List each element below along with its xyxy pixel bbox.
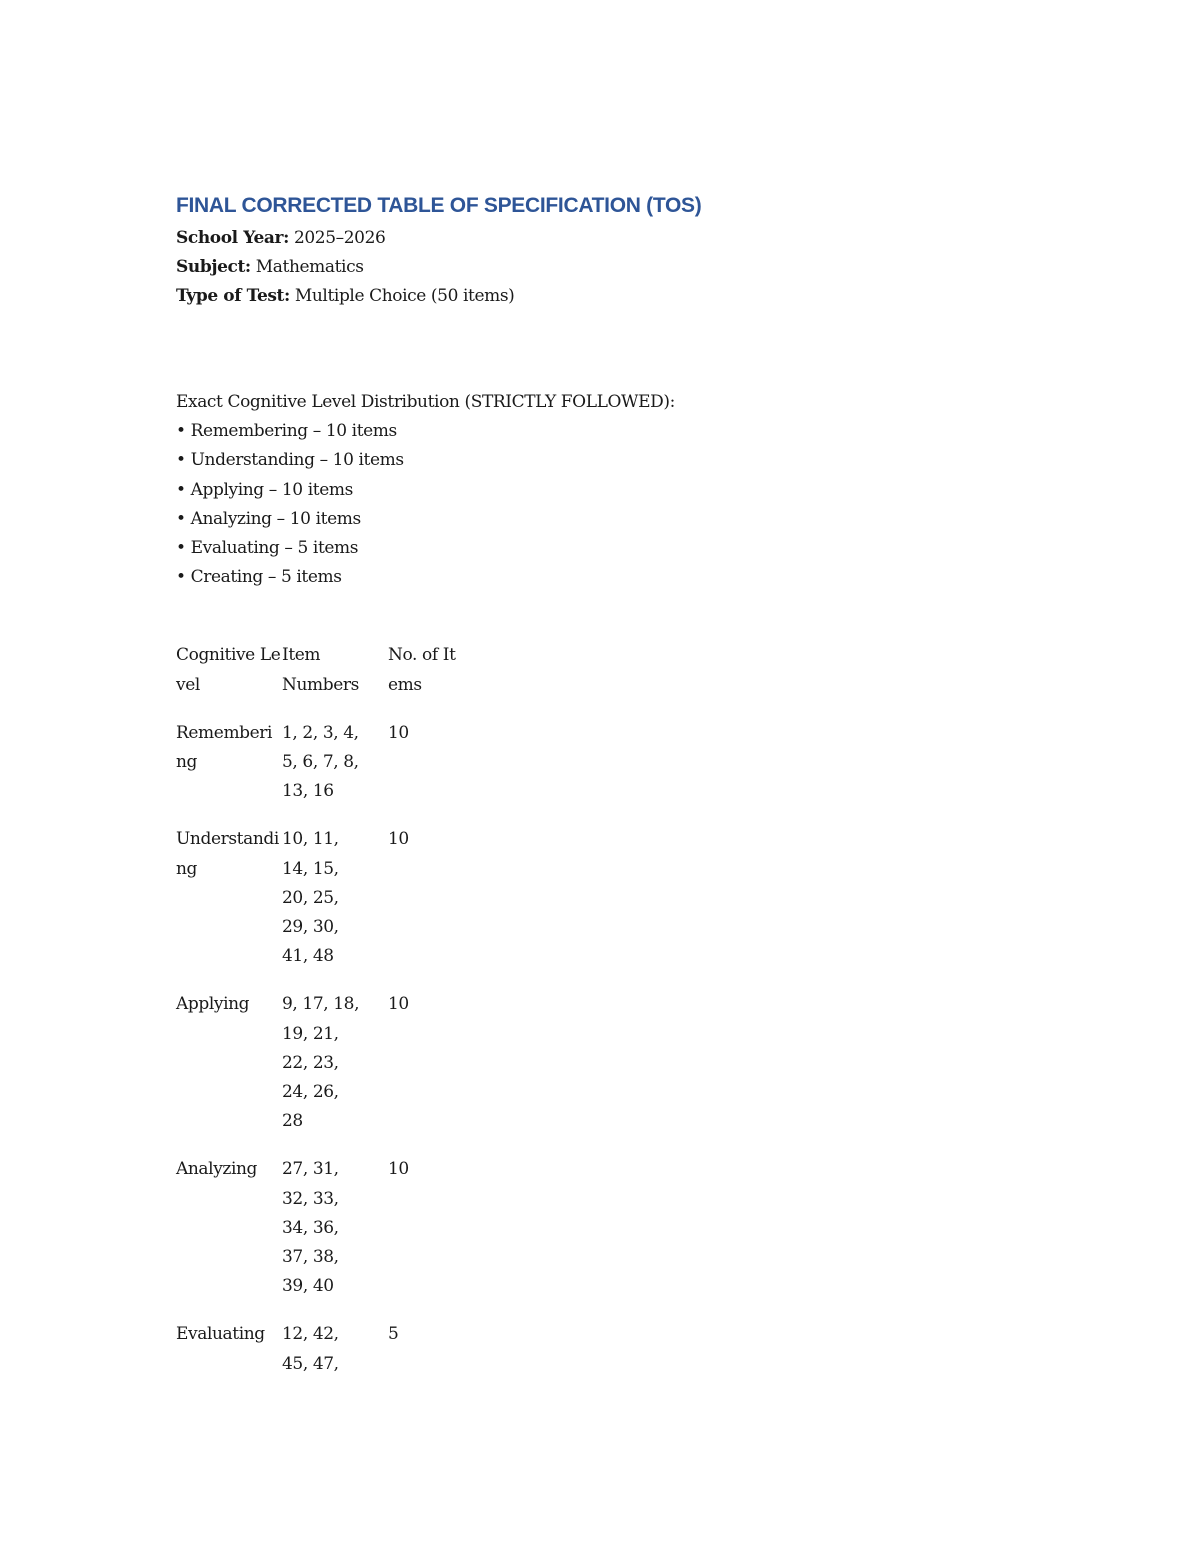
cell-items: 1, 2, 3, 4, 5, 6, 7, 8, 13, 16 <box>282 722 359 802</box>
header-no-of-items: No. of Items <box>388 645 456 695</box>
cell-level: Understanding <box>176 829 279 879</box>
table-row <box>176 1320 458 1397</box>
cell-level: Remembering <box>176 722 273 773</box>
table-header-row <box>176 641 458 718</box>
distribution-item: • Creating – 5 items <box>176 567 342 588</box>
cell-level: Evaluating <box>176 1324 265 1345</box>
document-title: FINAL CORRECTED TABLE OF SPECIFICATION (TOS) <box>176 194 702 217</box>
cell-count: 10 <box>388 1159 409 1180</box>
meta-subject <box>176 253 1076 282</box>
cell-items: 9, 17, 18, 19, 21, 22, 23, 24, 26, 28 <box>282 994 360 1132</box>
meta-value: 2025–2026 <box>288 228 386 248</box>
cell-level: Analyzing <box>176 1159 258 1180</box>
meta-test-type <box>176 282 1076 311</box>
cell-items: 10, 11, 14, 15, 20, 25, 29, 30, 41, 48 <box>282 829 339 967</box>
cell-items: 12, 42, 45, 47, <box>282 1324 339 1374</box>
cell-count: 5 <box>388 1324 399 1345</box>
meta-label: Type of Test: <box>176 286 290 306</box>
meta-label: Subject: <box>176 257 251 277</box>
table-row <box>176 1155 458 1320</box>
cell-count: 10 <box>388 994 409 1015</box>
meta-value: Mathematics <box>250 257 364 277</box>
document-page <box>176 192 1076 1398</box>
cell-items: 27, 31, 32, 33, 34, 36, 37, 38, 39, 40 <box>282 1159 339 1297</box>
cell-level: Applying <box>176 994 250 1015</box>
cell-count: 10 <box>388 829 409 850</box>
document-meta <box>176 224 1076 311</box>
table-row <box>176 825 458 990</box>
header-item-numbers: Item Numbers <box>282 645 359 695</box>
distribution-item: • Evaluating – 5 items <box>176 538 359 559</box>
distribution-item: • Applying – 10 items <box>176 479 353 500</box>
meta-value: Multiple Choice (50 items) <box>289 286 515 306</box>
header-cognitive-level: Cognitive Level <box>176 645 281 695</box>
table-row <box>176 719 458 826</box>
distribution-item: • Remembering – 10 items <box>176 421 397 442</box>
distribution-item: • Understanding – 10 items <box>176 450 404 471</box>
table-row <box>176 990 458 1155</box>
cell-count: 10 <box>388 722 409 743</box>
meta-school-year <box>176 224 1076 253</box>
distribution-item: • Analyzing – 10 items <box>176 508 361 529</box>
tos-table <box>176 641 458 1397</box>
distribution-section <box>176 388 1076 592</box>
distribution-heading: Exact Cognitive Level Distribution (STRICTLY FOLLOWED): <box>176 392 675 412</box>
meta-label: School Year: <box>176 228 289 248</box>
